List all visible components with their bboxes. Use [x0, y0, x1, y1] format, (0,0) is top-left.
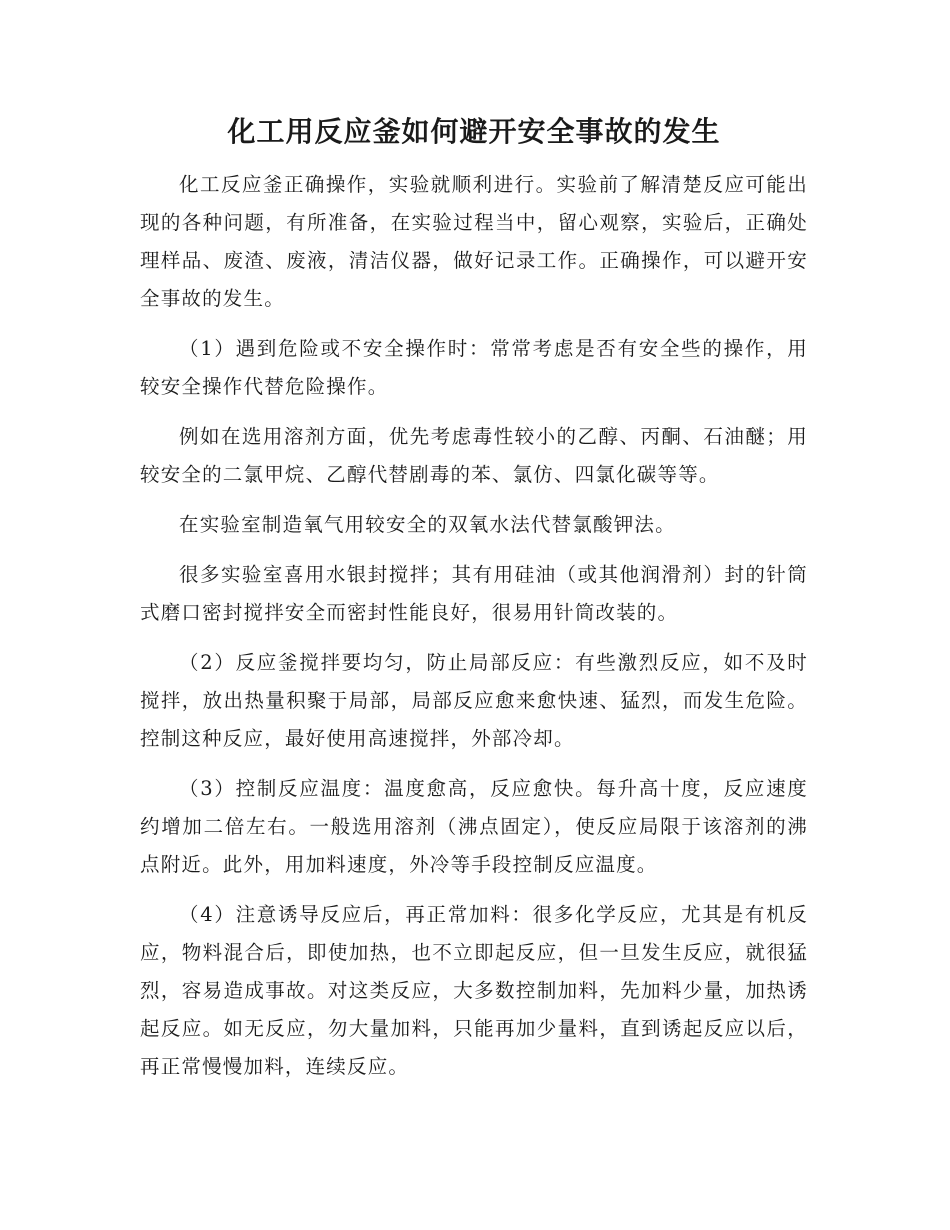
document-title: 化工用反应釜如何避开安全事故的发生: [227, 115, 721, 148]
paragraph-item-4: （4）注意诱导反应后，再正常加料：很多化学反应，尤其是有机反应，物料混合后，即使加热，也不立即起反应，但一旦发生反应，就很猛烈，容易造成事故。对这类反应，大多数控制加料，先加料少量，加热诱起反应。如无反应，勿大量加料，只能再加少量料，直到诱起反应以后，再正常慢慢加料，连续反应。: [140, 903, 808, 1078]
paragraph-item-1: （1）遇到危险或不安全操作时：常常考虑是否有安全些的操作，用较安全操作代替危险操作。: [140, 337, 808, 398]
paragraph-example-solvents: 例如在选用溶剂方面，优先考虑毒性较小的乙醇、丙酮、石油醚；用较安全的二氯甲烷、乙醇代替剧毒的苯、氯仿、四氯化碳等等。: [140, 425, 808, 486]
paragraph-example-stirring: 很多实验室喜用水银封搅拌；其有用硅油（或其他润滑剂）封的针筒式磨口密封搅拌安全而密封性能良好，很易用针筒改装的。: [140, 563, 808, 624]
paragraph-intro: 化工反应釜正确操作，实验就顺利进行。实验前了解清楚反应可能出现的各种问题，有所准备，在实验过程当中，留心观察，实验后，正确处理样品、废渣、废液，清洁仪器，做好记录工作。正确操作，可以避开安全事故的发生。: [140, 173, 808, 310]
paragraph-example-oxygen: 在实验室制造氧气用较安全的双氧水法代替氯酸钾法。: [179, 513, 676, 536]
paragraph-item-3: （3）控制反应温度：温度愈高，反应愈快。每升高十度，反应速度约增加二倍左右。一般选用溶剂（沸点固定），使反应局限于该溶剂的沸点附近。此外，用加料速度，外冷等手段控制反应温度。: [140, 777, 808, 876]
paragraph-item-2: （2）反应釜搅拌要均匀，防止局部反应：有些激烈反应，如不及时搅拌，放出热量积聚于局部，局部反应愈来愈快速、猛烈，而发生危险。控制这种反应，最好使用高速搅拌，外部冷却。: [140, 651, 808, 750]
document-page: [140, 108, 808, 1098]
